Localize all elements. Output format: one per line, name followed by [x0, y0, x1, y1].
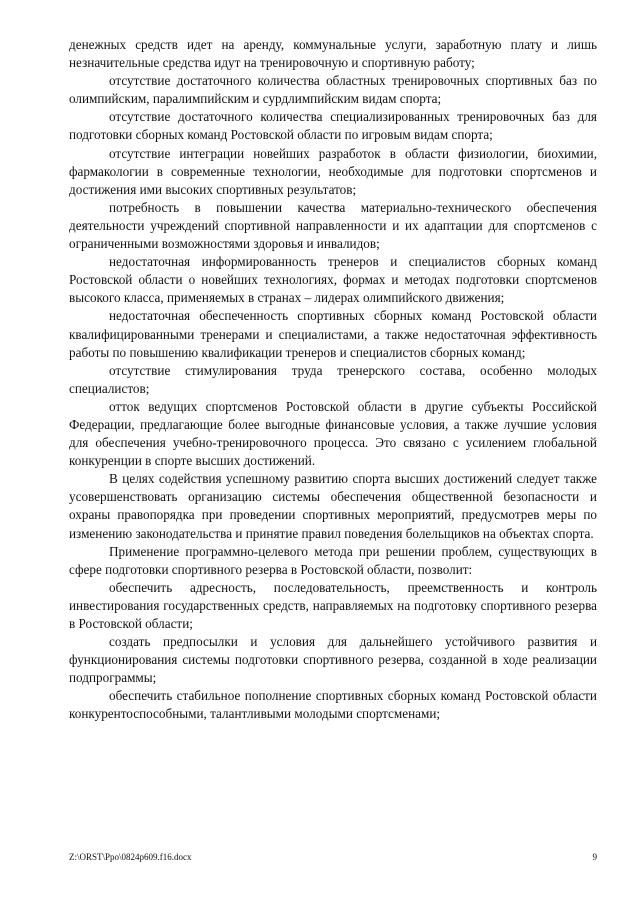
paragraph-continuation: денежных средств идет на аренду, коммунальные услуги, заработную плату и лишь незначительные средства идут на тренировочную и спортивную работу; — [69, 37, 597, 71]
paragraph-team-replenishment: обеспечить стабильное пополнение спортивных сборных команд Ростовской области конкурентоспособными, талантливыми молодыми спортсменами; — [69, 688, 597, 722]
paragraph-team-bases: отсутствие достаточного количества специализированных тренировочных баз для подготовки сборных команд Ростовской области по игровым видам спорта; — [69, 109, 597, 143]
page-body — [69, 36, 597, 724]
footer-file-path: Z:\ORST\Ppo\0824p609.f16.docx — [69, 852, 192, 862]
paragraph-public-safety: В целях содействия успешному развитию спорта высших достижений следует также усовершенствовать организацию системы обеспечения общественной безопасности и охраны правопорядка при проведении спортивных мероприятий, предусмотрев меры по изменению законодательства и принятие правил поведения болельщиков на объектах спорта. — [69, 471, 597, 541]
paragraph-preconditions: создать предпосылки и условия для дальнейшего устойчивого развития и функционирования системы подготовки спортивного резерва, созданной в ходе реализации подпрограммы; — [69, 634, 597, 686]
paragraph-targeting: обеспечить адресность, последовательность, преемственность и контроль инвестирования государственных средств, направляемых на подготовку спортивного резерва в Ростовской области; — [69, 579, 597, 631]
paragraph-program-method: Применение программно-целевого метода при решении проблем, существующих в сфере подготовки спортивного резерва в Ростовской области, позволит: — [69, 543, 597, 577]
paragraph-sports-bases: отсутствие достаточного количества областных тренировочных спортивных баз по олимпийским, паралимпийским и сурдлимпийским видам спорта; — [69, 73, 597, 107]
footer-page-number: 9 — [592, 852, 597, 862]
paragraph-athlete-outflow: отток ведущих спортсменов Ростовской области в другие субъекты Российской Федерации, предлагающие более выгодные финансовые условия, а также лучшие условия для обеспечения учебно-тренировочного процесса. Это связано с усилением глобальной конкуренции в спорте высших достижений. — [69, 398, 597, 469]
paragraph-incentives: отсутствие стимулирования труда тренерского состава, особенно молодых специалистов; — [69, 362, 597, 396]
paragraph-technical-support: потребность в повышении качества материально-технического обеспечения деятельности учреждений спортивной направленности и их адаптации для спортсменов с ограниченными возможностями здоровья и инвалидов; — [69, 199, 597, 252]
paragraph-awareness: недостаточная информированность тренеров и специалистов сборных команд Ростовской области о новейших технологиях, формах и методах подготовки спортсменов высокого класса, применяемых в странах – лидерах олимпийского движения; — [69, 254, 597, 306]
paragraph-staffing: недостаточная обеспеченность спортивных сборных команд Ростовской области квалифицированными тренерами и специалистами, а также недостаточная эффективность работы по повышению квалификации тренеров и специалистов сборных команд; — [69, 308, 597, 360]
paragraph-integration: отсутствие интеграции новейших разработок в области физиологии, биохимии, фармакологии в современные технологии, необходимые для подготовки спортсменов и достижения ими высоких спортивных результатов; — [69, 145, 597, 197]
